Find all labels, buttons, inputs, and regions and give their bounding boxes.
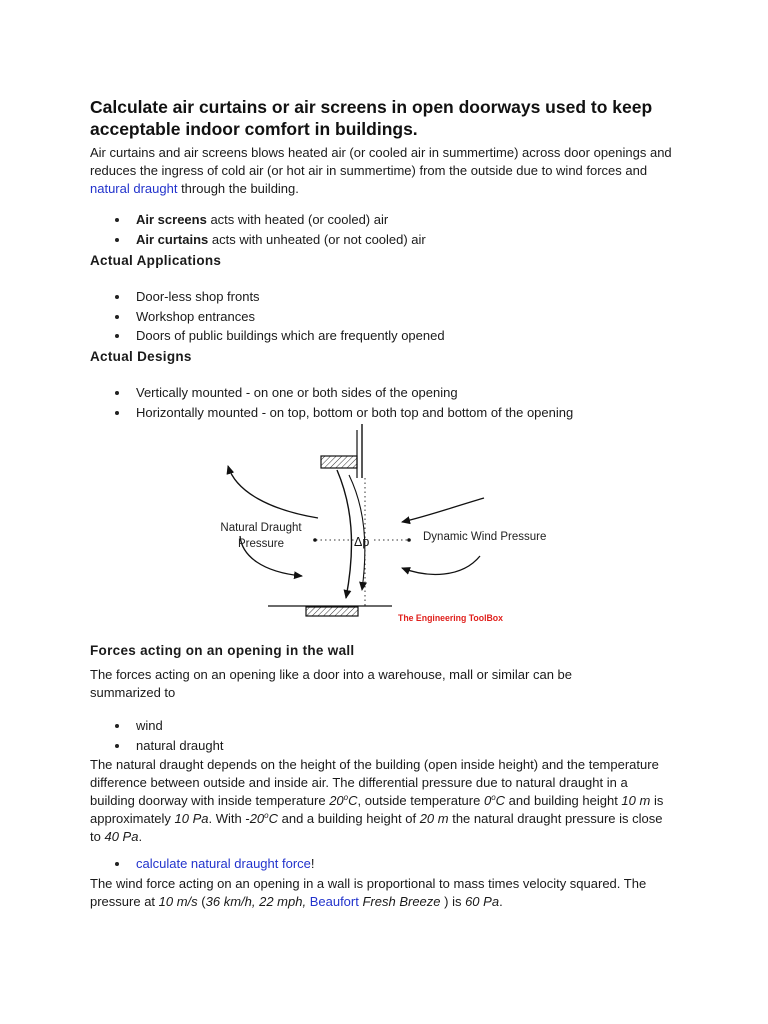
list-item: natural draught: [112, 736, 223, 756]
temperature-value: 20: [249, 811, 265, 826]
list-item: Vertically mounted - on one or both sides of the opening: [112, 383, 573, 403]
pressure-value: 10 Pa: [174, 811, 209, 826]
text: and building height: [505, 793, 622, 808]
list-item: Horizontally mounted - on top, bottom or both top and bottom of the opening: [112, 403, 573, 423]
dynamic-wind-pressure-label: Dynamic Wind Pressure: [423, 531, 547, 543]
text: .: [138, 829, 143, 844]
text: !: [310, 856, 315, 871]
pressure-point: [407, 538, 411, 542]
forces-list: [112, 716, 223, 755]
type-name: Air screens: [136, 212, 207, 227]
type-text: acts with unheated (or not cooled) air: [208, 231, 426, 247]
air-jet-arrow: [337, 470, 352, 598]
list-item: wind: [112, 716, 223, 736]
beaufort-link[interactable]: Beaufort: [309, 894, 359, 909]
temperature-unit: C: [348, 793, 358, 808]
natural-draught-arrow: [237, 536, 302, 576]
natural-draught-label: Pressure: [237, 538, 285, 550]
velocity-value: 10 m/s: [158, 894, 198, 909]
temperature-unit: C: [495, 793, 506, 808]
text: and a building height of: [278, 811, 420, 826]
forces-heading: Forces acting on an opening in the wall: [90, 643, 355, 658]
intro-text-end: through the building.: [177, 181, 299, 196]
forces-intro: The forces acting on an opening like a door into a warehouse, mall or similar can be summarized to: [90, 667, 572, 700]
designs-list: [112, 383, 573, 422]
delta-p-label: Δp: [354, 535, 370, 549]
list-item: Workshop entrances: [112, 307, 445, 327]
types-list: [112, 210, 426, 249]
natural-draught-arrow: [228, 466, 318, 518]
engineering-toolbox-watermark: The Engineering ToolBox: [398, 612, 503, 624]
text: .: [499, 894, 503, 909]
bottom-air-curtain-unit: [306, 607, 358, 616]
intro-text: Air curtains and air screens blows heated air (or cooled air in summertime) across door openings and reduces the ingress of cold air (or hot air in summertime) from the outside due to wind forces and: [90, 145, 672, 178]
temperature-unit: C: [268, 811, 279, 826]
draught-paragraph: The natural draught depends on the height of the building (open inside height) and the temperature difference between outside and inside air. The differential pressure due to natural draught in a building doorway with inside temperature 20$^o$C, outside temperature 0$^o$C and building height 10 m is approximately 10 Pa. With -20$^o$C and a building height of 20 m the natural draught pressure is close to 40 Pa.: [90, 757, 664, 844]
list-item: Door-less shop fronts: [112, 287, 445, 307]
type-text: acts with heated (or cooled) air: [206, 212, 389, 227]
text: the natural draught pressure is close to: [90, 811, 663, 844]
page-title: Calculate air curtains or air screens in open doorways used to keep acceptable indoor comfort in buildings.: [90, 97, 653, 139]
height-value: 20 m: [419, 811, 449, 826]
natural-draught-link[interactable]: natural draught: [90, 181, 178, 196]
text: The wind force acting on an opening in a wall is proportional to mass times velocity squared. The pressure at: [90, 876, 647, 909]
breeze-name: Fresh Breeze: [358, 894, 445, 909]
pressure-value: 40 Pa: [104, 829, 139, 844]
pressure-value: 60 Pa: [465, 894, 500, 909]
text: is approximately: [90, 793, 664, 826]
natural-draught-label: Natural Draught: [220, 522, 302, 534]
list-item: [112, 210, 426, 230]
text: ) is: [444, 894, 466, 909]
calculate-draught-link[interactable]: calculate natural draught force: [136, 856, 311, 871]
list-item: [112, 230, 426, 250]
applications-list: [112, 287, 445, 346]
intro-paragraph: [90, 144, 680, 198]
height-value: 10 m: [621, 793, 651, 808]
text: . With -: [208, 811, 250, 826]
list-item: Doors of public buildings which are frequently opened: [112, 326, 445, 346]
text: , outside temperature: [357, 793, 484, 808]
velocity-conversions: 36 km/h, 22 mph,: [205, 894, 307, 909]
temperature-value: 0: [483, 793, 492, 808]
wind-pressure-arrow: [402, 498, 484, 522]
designs-heading: Actual Designs: [90, 349, 192, 364]
temperature-value: 20: [329, 793, 344, 808]
type-name: Air curtains: [136, 231, 209, 247]
list-item: [112, 854, 315, 874]
applications-heading: Actual Applications: [90, 253, 222, 268]
calc-list: [112, 854, 315, 874]
pressure-point: [313, 538, 317, 542]
wind-pressure-arrow: [402, 556, 480, 574]
air-jet-arrow: [349, 475, 365, 590]
top-air-curtain-unit: [321, 456, 357, 468]
text: (: [197, 894, 206, 909]
text: The natural draught depends on the height of the building (open inside height) and the temperature difference between outside and inside air. The differential pressure due to natural draught in a building doorway with inside temperature: [90, 757, 659, 808]
wind-paragraph: [90, 875, 680, 911]
